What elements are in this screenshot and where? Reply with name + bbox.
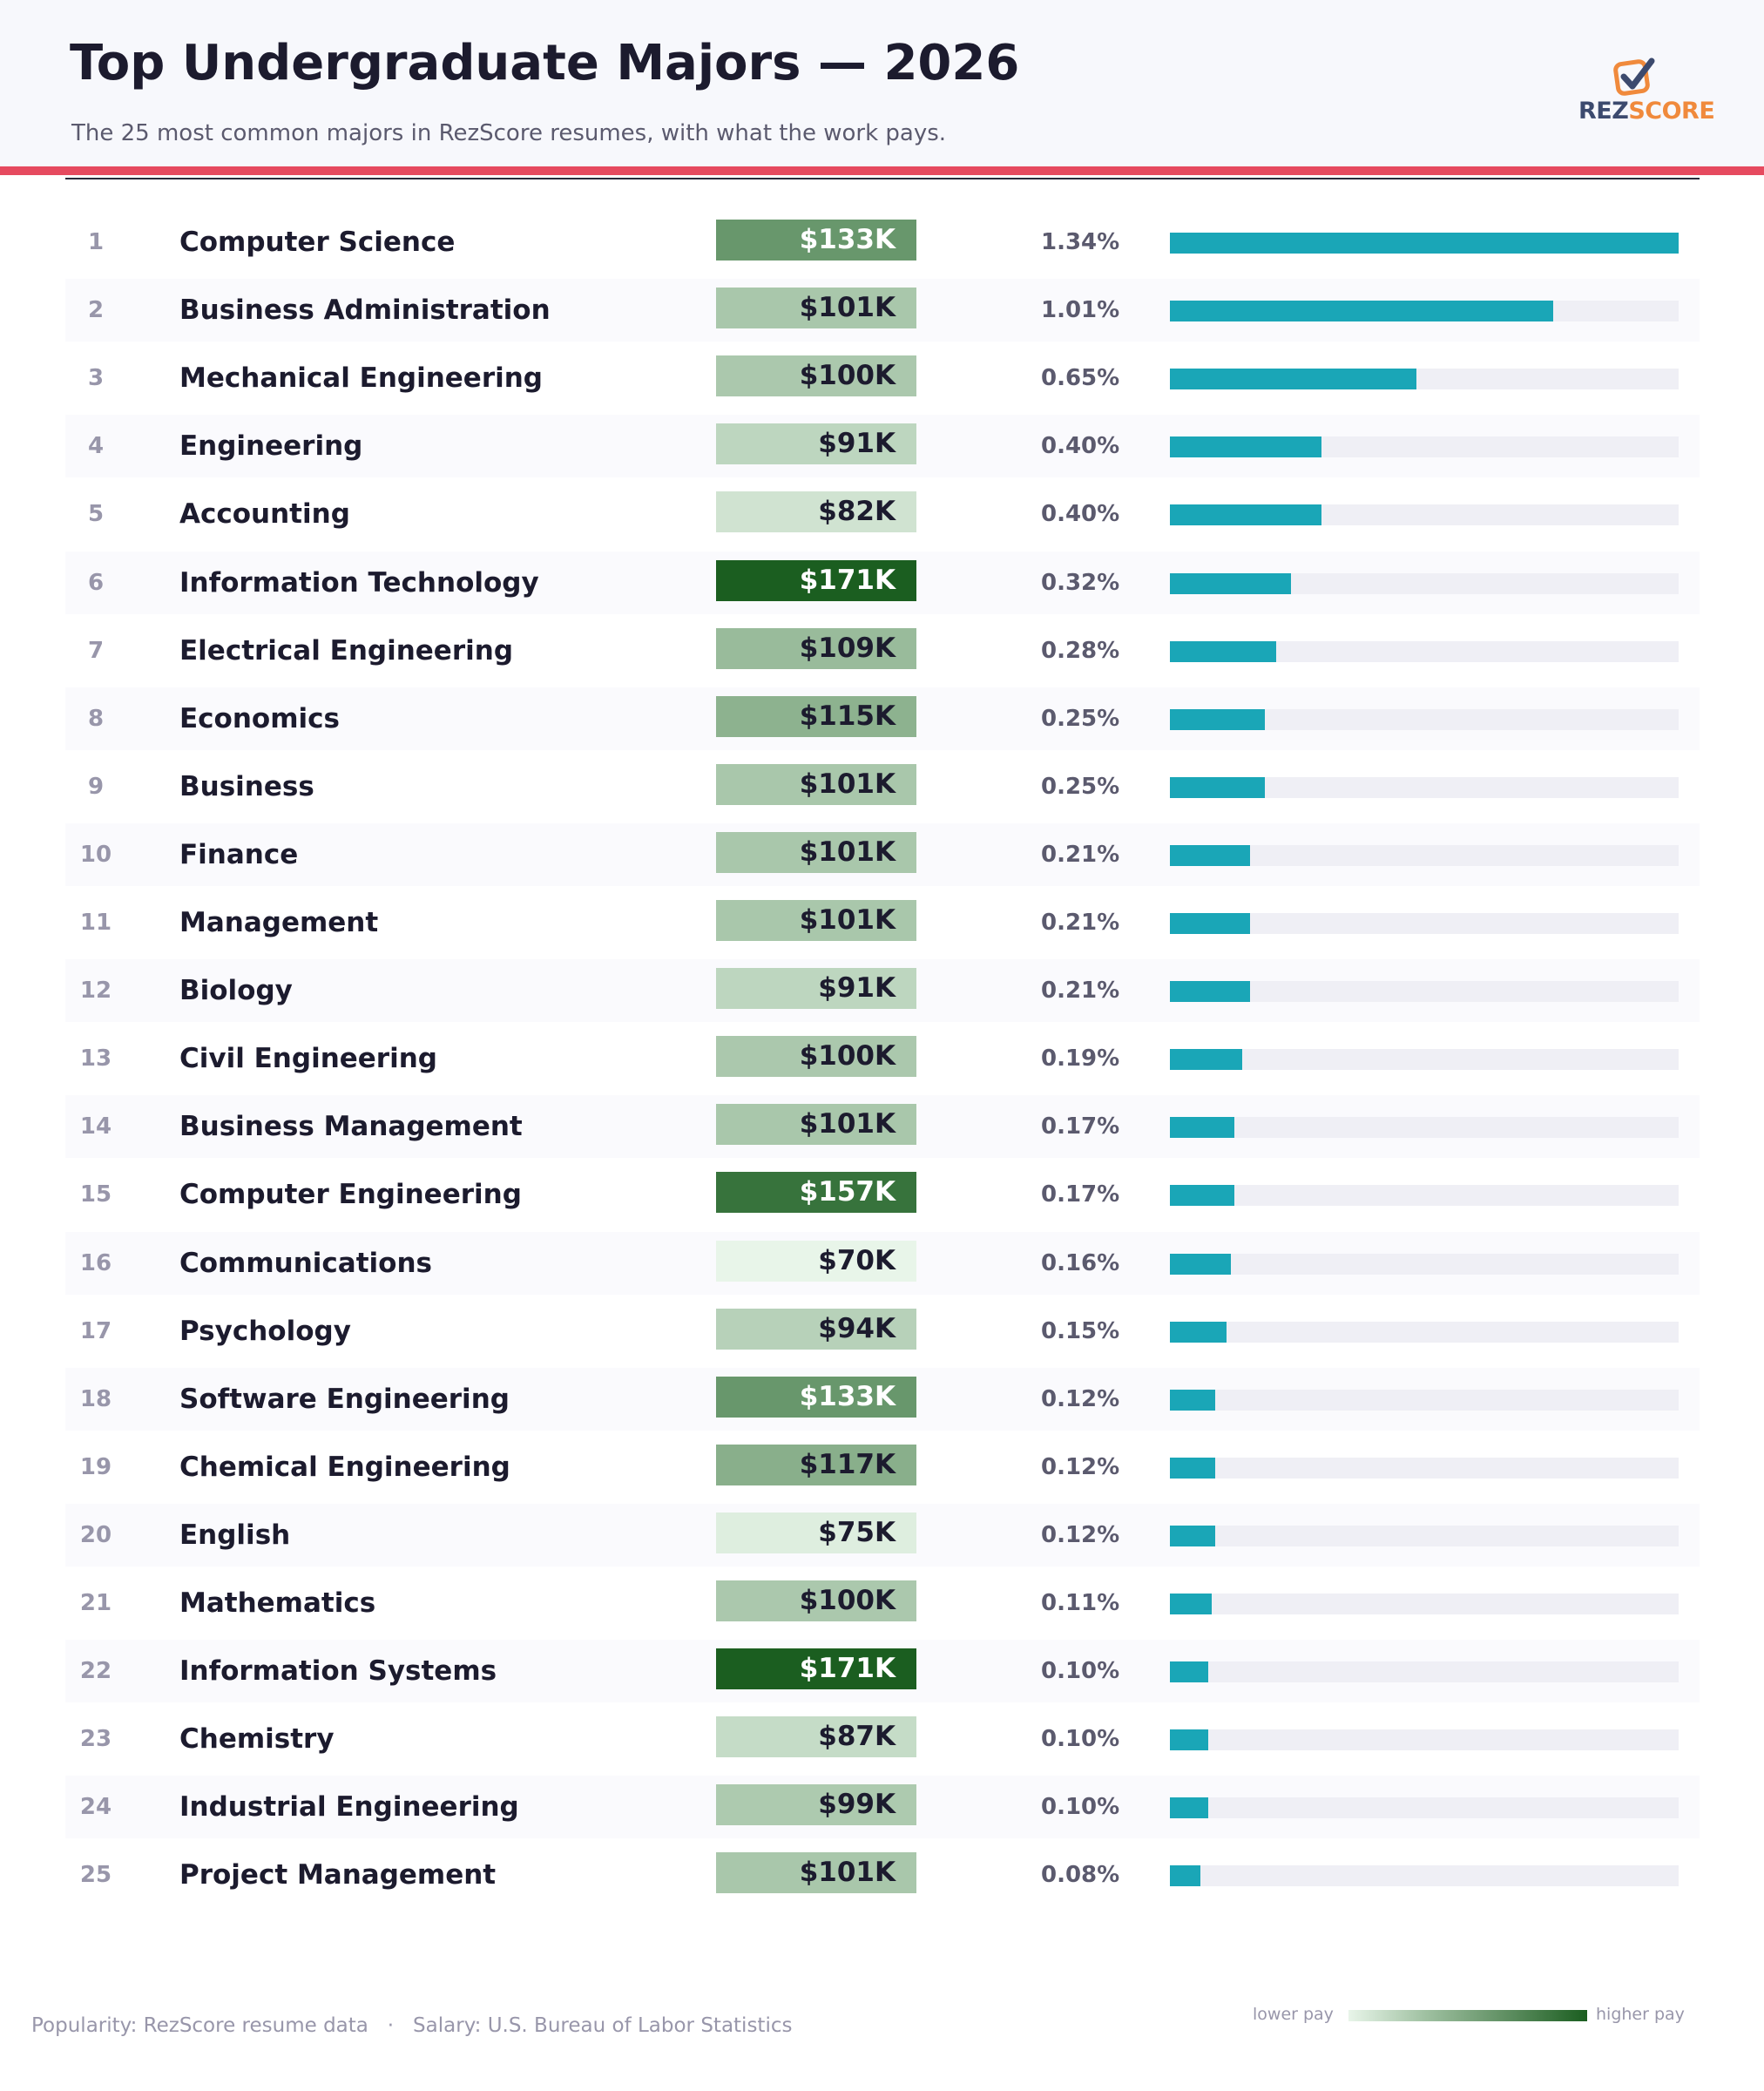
salary-cell: $171K — [716, 560, 916, 601]
salary-cell: $101K — [716, 1104, 916, 1145]
popularity-bar — [1170, 1049, 1242, 1070]
popularity-bar-track — [1170, 1594, 1679, 1614]
popularity-percent: 0.40% — [1041, 433, 1120, 459]
salary-cell: $101K — [716, 900, 916, 941]
rank-number: 4 — [87, 433, 105, 459]
salary-cell: $91K — [716, 968, 916, 1009]
popularity-bar — [1170, 1254, 1231, 1275]
table-row — [65, 211, 1700, 274]
salary-cell: $101K — [716, 832, 916, 873]
popularity-percent: 1.01% — [1041, 297, 1120, 323]
popularity-bar-track — [1170, 1390, 1679, 1411]
salary-cell: $100K — [716, 1036, 916, 1077]
salary-cell: $100K — [716, 355, 916, 396]
major-name: Accounting — [179, 498, 350, 530]
rank-number: 19 — [79, 1454, 112, 1480]
rank-number: 6 — [87, 570, 105, 596]
table-row — [65, 1232, 1700, 1295]
popularity-bar-track — [1170, 1049, 1679, 1070]
salary-cell: $133K — [716, 220, 916, 261]
rank-number: 1 — [87, 229, 105, 255]
table-row — [65, 279, 1700, 342]
rank-number: 16 — [79, 1250, 112, 1276]
salary-cell: $109K — [716, 628, 916, 669]
salary-cell: $133K — [716, 1377, 916, 1418]
popularity-percent: 0.65% — [1041, 365, 1120, 391]
major-name: Civil Engineering — [179, 1043, 437, 1074]
rank-number: 12 — [79, 978, 112, 1004]
popularity-bar — [1170, 504, 1321, 525]
table-row — [65, 1504, 1700, 1567]
rank-number: 14 — [79, 1113, 112, 1140]
popularity-bar — [1170, 573, 1291, 594]
salary-cell: $171K — [716, 1648, 916, 1689]
salary-cell: $70K — [716, 1241, 916, 1282]
salary-cell: $91K — [716, 423, 916, 464]
popularity-percent: 1.34% — [1041, 229, 1120, 255]
popularity-bar-track — [1170, 1185, 1679, 1206]
logo-text-score: SCORE — [1628, 98, 1715, 125]
popularity-bar-track — [1170, 573, 1679, 594]
popularity-bar-track — [1170, 1117, 1679, 1138]
popularity-bar-track — [1170, 1322, 1679, 1343]
major-name: Computer Science — [179, 227, 456, 258]
rank-number: 25 — [79, 1862, 112, 1888]
rank-number: 17 — [79, 1318, 112, 1344]
major-name: Electrical Engineering — [179, 635, 514, 667]
popularity-bar-track — [1170, 369, 1679, 389]
major-name: Management — [179, 907, 379, 938]
table-row — [65, 1163, 1700, 1226]
popularity-percent: 0.19% — [1041, 1046, 1120, 1072]
popularity-bar-track — [1170, 1254, 1679, 1275]
salary-cell: $101K — [716, 288, 916, 328]
rank-number: 11 — [79, 910, 112, 936]
major-name: Business Administration — [179, 294, 551, 326]
table-row — [65, 1095, 1700, 1158]
salary-cell: $75K — [716, 1512, 916, 1553]
popularity-bar — [1170, 1797, 1208, 1818]
popularity-bar-track — [1170, 233, 1679, 254]
table-row — [65, 823, 1700, 886]
popularity-percent: 0.21% — [1041, 978, 1120, 1004]
popularity-bar — [1170, 301, 1553, 321]
popularity-percent: 0.40% — [1041, 501, 1120, 527]
popularity-percent: 0.21% — [1041, 910, 1120, 936]
popularity-bar-track — [1170, 504, 1679, 525]
popularity-percent: 0.17% — [1041, 1113, 1120, 1140]
table-row — [65, 415, 1700, 477]
rank-number: 8 — [87, 706, 105, 732]
popularity-bar-track — [1170, 845, 1679, 866]
popularity-bar — [1170, 436, 1321, 457]
popularity-percent: 0.32% — [1041, 570, 1120, 596]
table-row — [65, 687, 1700, 750]
major-name: Chemistry — [179, 1723, 335, 1755]
popularity-bar-track — [1170, 641, 1679, 662]
rank-number: 10 — [79, 842, 112, 868]
major-name: Communications — [179, 1248, 432, 1279]
table-row — [65, 1027, 1700, 1090]
popularity-bar — [1170, 1322, 1227, 1343]
major-name: Mechanical Engineering — [179, 362, 544, 394]
salary-color-legend — [1348, 2010, 1587, 2021]
popularity-bar-track — [1170, 1797, 1679, 1818]
popularity-bar — [1170, 1594, 1212, 1614]
popularity-bar — [1170, 1185, 1234, 1206]
major-name: Engineering — [179, 430, 363, 462]
popularity-bar-track — [1170, 1661, 1679, 1682]
popularity-percent: 0.11% — [1041, 1590, 1120, 1616]
popularity-bar-track — [1170, 436, 1679, 457]
rank-number: 9 — [87, 774, 105, 800]
salary-cell: $94K — [716, 1309, 916, 1350]
major-name: Business Management — [179, 1111, 523, 1142]
table-row — [65, 1436, 1700, 1499]
popularity-bar — [1170, 1390, 1215, 1411]
popularity-bar — [1170, 1458, 1215, 1479]
salary-cell: $101K — [716, 764, 916, 805]
popularity-bar-track — [1170, 301, 1679, 321]
logo-text-rez: REZ — [1578, 98, 1629, 125]
rank-number: 5 — [87, 501, 105, 527]
salary-cell: $82K — [716, 491, 916, 532]
popularity-bar-track — [1170, 709, 1679, 730]
salary-cell: $87K — [716, 1716, 916, 1757]
legend-low-label: lower pay — [1253, 2005, 1334, 2024]
rank-number: 13 — [79, 1046, 112, 1072]
popularity-percent: 0.12% — [1041, 1454, 1120, 1480]
rank-number: 15 — [79, 1181, 112, 1208]
popularity-percent: 0.15% — [1041, 1318, 1120, 1344]
major-name: Software Engineering — [179, 1384, 510, 1415]
popularity-percent: 0.12% — [1041, 1386, 1120, 1412]
table-row — [65, 959, 1700, 1022]
popularity-bar-track — [1170, 1865, 1679, 1886]
popularity-percent: 0.12% — [1041, 1522, 1120, 1548]
popularity-percent: 0.10% — [1041, 1726, 1120, 1752]
rank-number: 18 — [79, 1386, 112, 1412]
rank-number: 24 — [79, 1794, 112, 1820]
table-row — [65, 552, 1700, 614]
popularity-percent: 0.08% — [1041, 1862, 1120, 1888]
table-row — [65, 1708, 1700, 1770]
table-row — [65, 619, 1700, 682]
table-row — [65, 1572, 1700, 1634]
popularity-percent: 0.25% — [1041, 706, 1120, 732]
popularity-bar — [1170, 913, 1250, 934]
table-row — [65, 1640, 1700, 1702]
popularity-bar — [1170, 981, 1250, 1002]
salary-cell: $115K — [716, 696, 916, 737]
major-name: Project Management — [179, 1859, 497, 1891]
major-name: Computer Engineering — [179, 1179, 522, 1210]
popularity-bar-track — [1170, 1729, 1679, 1750]
popularity-percent: 0.16% — [1041, 1250, 1120, 1276]
major-name: Business — [179, 771, 314, 802]
rank-number: 23 — [79, 1726, 112, 1752]
salary-cell: $99K — [716, 1784, 916, 1825]
popularity-bar — [1170, 1117, 1234, 1138]
table-row — [65, 1368, 1700, 1431]
popularity-bar-track — [1170, 777, 1679, 798]
salary-cell: $117K — [716, 1445, 916, 1485]
major-name: Information Systems — [179, 1655, 497, 1687]
major-name: Industrial Engineering — [179, 1791, 519, 1823]
popularity-bar-track — [1170, 913, 1679, 934]
table-row — [65, 1844, 1700, 1906]
popularity-percent: 0.10% — [1041, 1658, 1120, 1684]
popularity-percent: 0.28% — [1041, 638, 1120, 664]
major-name: Psychology — [179, 1316, 351, 1347]
table-row — [65, 1300, 1700, 1363]
major-name: Economics — [179, 703, 340, 734]
rank-number: 7 — [87, 638, 105, 664]
popularity-bar-track — [1170, 1526, 1679, 1546]
popularity-bar — [1170, 1661, 1208, 1682]
salary-cell: $157K — [716, 1172, 916, 1213]
popularity-bar — [1170, 709, 1265, 730]
rank-number: 3 — [87, 365, 105, 391]
table-row — [65, 891, 1700, 954]
rank-number: 2 — [87, 297, 105, 323]
major-name: Chemical Engineering — [179, 1452, 510, 1483]
table-row — [65, 1776, 1700, 1838]
rank-number: 22 — [79, 1658, 112, 1684]
popularity-bar — [1170, 641, 1276, 662]
popularity-bar — [1170, 845, 1250, 866]
popularity-bar — [1170, 233, 1679, 254]
source-note: Popularity: RezScore resume data · Salary: U.S. Bureau of Labor Statistics — [31, 2014, 793, 2037]
popularity-percent: 0.10% — [1041, 1794, 1120, 1820]
popularity-bar — [1170, 369, 1416, 389]
major-name: Finance — [179, 839, 299, 870]
table-row — [65, 347, 1700, 409]
salary-cell: $100K — [716, 1580, 916, 1621]
popularity-percent: 0.25% — [1041, 774, 1120, 800]
popularity-bar-track — [1170, 1458, 1679, 1479]
major-name: Mathematics — [179, 1587, 376, 1619]
major-name: Information Technology — [179, 567, 539, 599]
major-name: Biology — [179, 975, 293, 1006]
page-title: Top Undergraduate Majors — 2026 — [70, 35, 1020, 91]
popularity-percent: 0.17% — [1041, 1181, 1120, 1208]
table-row — [65, 483, 1700, 545]
popularity-percent: 0.21% — [1041, 842, 1120, 868]
popularity-bar — [1170, 1865, 1200, 1886]
major-name: English — [179, 1519, 291, 1551]
page-subtitle: The 25 most common majors in RezScore resumes, with what the work pays. — [71, 120, 947, 146]
popularity-bar-track — [1170, 981, 1679, 1002]
rank-number: 21 — [79, 1590, 112, 1616]
popularity-bar — [1170, 1526, 1215, 1546]
salary-cell: $101K — [716, 1852, 916, 1893]
table-row — [65, 755, 1700, 818]
popularity-bar — [1170, 1729, 1208, 1750]
legend-high-label: higher pay — [1596, 2005, 1685, 2024]
popularity-bar — [1170, 777, 1265, 798]
rank-number: 20 — [79, 1522, 112, 1548]
